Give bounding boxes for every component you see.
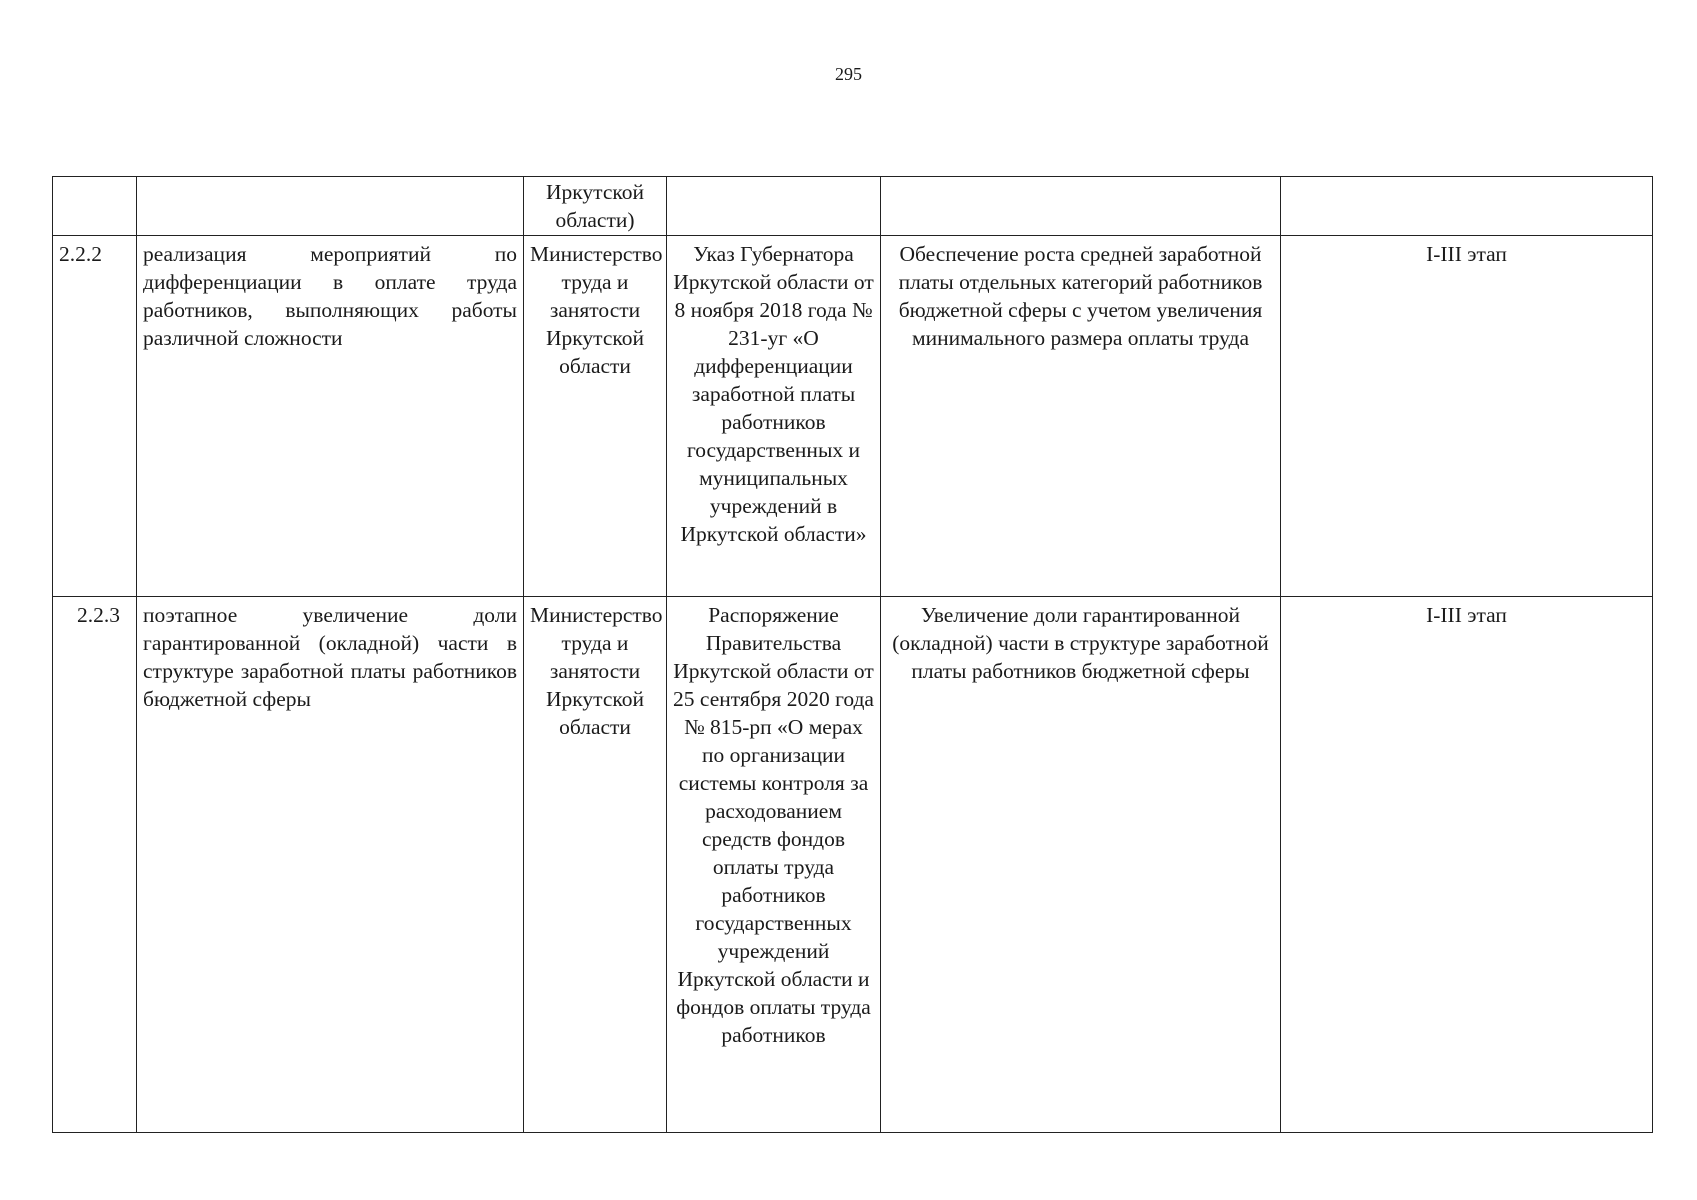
cell-number: 2.2.2 [53, 236, 137, 597]
measures-table [52, 176, 1653, 1133]
cell-result: Обеспечение роста средней заработной платы отдельных категорий работников бюджетной сферы с учетом увеличения минимального размера оплаты труда [881, 236, 1281, 597]
page-number: 295 [835, 64, 862, 84]
cell-measure: поэтапное увеличение доли гарантированной (окладной) части в структуре заработной платы работников бюджетной сферы [137, 597, 524, 1133]
cell-term [1281, 177, 1653, 236]
cell-executor: Министерство труда и занятости Иркутской области [524, 597, 667, 1133]
cell-term: I-III этап [1281, 236, 1653, 597]
cell-executor: Министерство труда и занятости Иркутской области [524, 236, 667, 597]
cell-measure [137, 177, 524, 236]
cell-term: I-III этап [1281, 597, 1653, 1133]
cell-number: 2.2.3 [53, 597, 137, 1133]
cell-result [881, 177, 1281, 236]
table-row [53, 597, 1653, 1133]
cell-number [53, 177, 137, 236]
cell-document: Распоряжение Правительства Иркутской области от 25 сентября 2020 года № 815-рп «О мерах по организации системы контроля за расходованием средств фондов оплаты труда работников государственных учреждений Иркутской области и фондов оплаты труда работников [667, 597, 881, 1133]
cell-document: Указ Губернатора Иркутской области от 8 ноября 2018 года № 231-уг «О дифференциации заработной платы работников государственных и муниципальных учреждений в Иркутской области» [667, 236, 881, 597]
table-row [53, 236, 1653, 597]
table-row [53, 177, 1653, 236]
cell-result: Увеличение доли гарантированной (окладной) части в структуре заработной платы работников бюджетной сферы [881, 597, 1281, 1133]
cell-measure: реализация мероприятий по дифференциации в оплате труда работников, выполняющих работы различной сложности [137, 236, 524, 597]
cell-document [667, 177, 881, 236]
cell-executor: Иркутской области) [524, 177, 667, 236]
